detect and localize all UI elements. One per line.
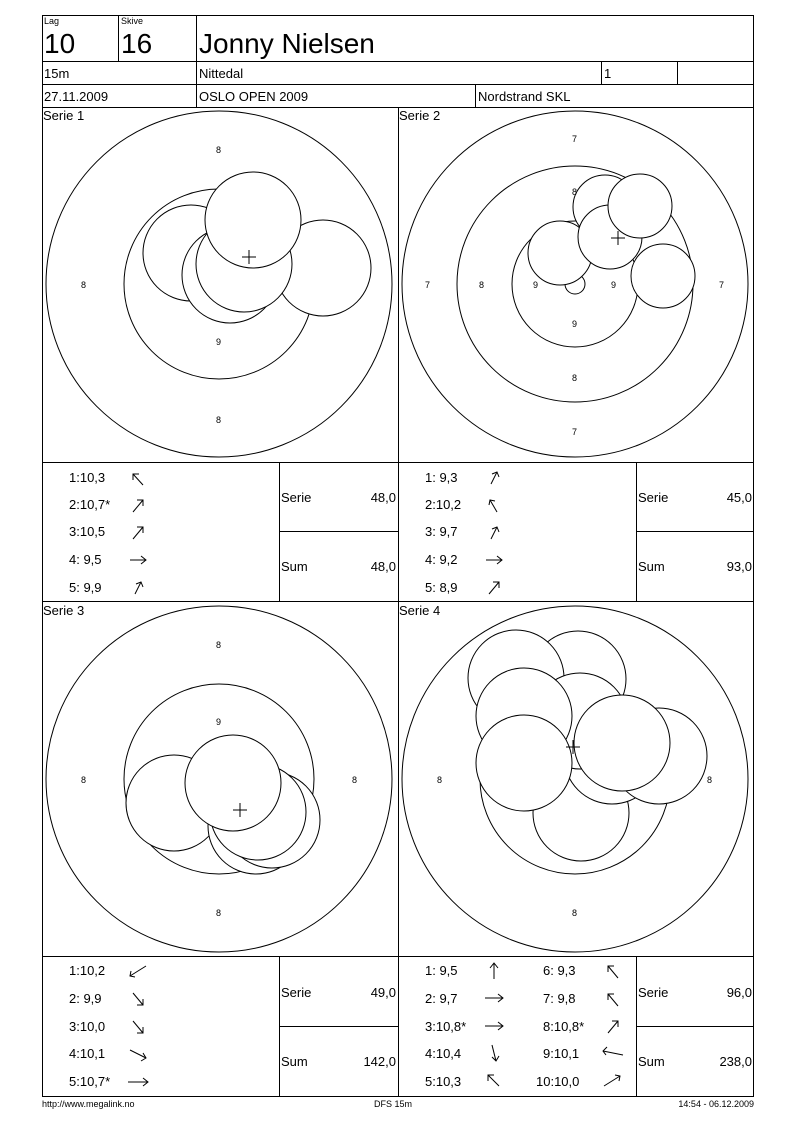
footer-url: http://www.megalink.no <box>42 1099 135 1109</box>
date: 27.11.2009 <box>44 89 109 104</box>
shot-score: 4: 9,5 <box>69 552 102 567</box>
shot-score: 9:10,1 <box>543 1046 580 1061</box>
serie-label: Serie <box>638 490 669 505</box>
ring-label: 9 <box>216 337 222 347</box>
serie-total: 96,0 <box>726 985 752 1000</box>
shot-score: 4: 9,2 <box>425 552 458 567</box>
serie-label: Serie <box>281 490 312 505</box>
shot-score: 8:10,8* <box>543 1019 585 1034</box>
venue: Nordstrand SKL <box>478 89 571 104</box>
sum-label: Sum <box>281 1054 308 1069</box>
up-left-arrow-icon <box>488 1075 499 1086</box>
ring-label: 8 <box>216 640 222 650</box>
footer-timestamp: 14:54 - 06.12.2009 <box>678 1099 754 1109</box>
right-arrow-icon <box>485 994 503 1002</box>
shot-score: 4:10,1 <box>69 1046 106 1061</box>
shooter-name: Jonny Nielsen <box>199 28 375 59</box>
ring-label: 8 <box>352 775 358 785</box>
shot-score: 5:10,7* <box>69 1074 111 1089</box>
serie-total: 45,0 <box>726 490 752 505</box>
shot-score: 3:10,0 <box>69 1019 106 1034</box>
shot-score: 5: 9,9 <box>69 580 102 595</box>
sum-label: Sum <box>281 559 308 574</box>
shot-score: 6: 9,3 <box>543 963 576 978</box>
ring-label: 8 <box>479 280 485 290</box>
sum-total: 93,0 <box>726 559 752 574</box>
class-value: 1 <box>604 66 612 81</box>
shot-score: 2:10,7* <box>69 497 111 512</box>
club: Nittedal <box>199 66 244 81</box>
shot-score: 1: 9,5 <box>425 963 458 978</box>
shot-score: 4:10,4 <box>425 1046 462 1061</box>
ring-label: 8 <box>81 280 87 290</box>
shot-score: 1:10,2 <box>69 963 106 978</box>
distance: 15m <box>44 66 70 81</box>
ring-label: 8 <box>437 775 443 785</box>
sum-total: 48,0 <box>370 559 396 574</box>
shot-score: 1: 9,3 <box>425 470 458 485</box>
shot-score: 3:10,8* <box>425 1019 467 1034</box>
ring-label: 7 <box>572 134 578 144</box>
up-right-arrow-icon <box>604 1075 620 1086</box>
left-arrow-icon <box>603 1047 623 1055</box>
shot-score: 2: 9,7 <box>425 991 458 1006</box>
ring-label: 8 <box>216 145 222 155</box>
ring-label: 7 <box>572 427 578 437</box>
ring-label: 8 <box>707 775 713 785</box>
sum-total: 142,0 <box>363 1054 396 1069</box>
ring-label: 9 <box>533 280 539 290</box>
serie-label: Serie <box>281 985 312 1000</box>
sum-label: Sum <box>638 1054 665 1069</box>
ring-label: 8 <box>81 775 87 785</box>
serie-total: 48,0 <box>370 490 396 505</box>
sum-label: Sum <box>638 559 665 574</box>
ring-label: 8 <box>572 373 578 383</box>
serie-4-title: Serie 4 <box>399 603 441 618</box>
shot-score: 10:10,0 <box>536 1074 580 1089</box>
up-left-arrow-icon <box>608 966 618 978</box>
ring-label: 8 <box>216 908 222 918</box>
sum-total: 238,0 <box>719 1054 752 1069</box>
ring-label: 9 <box>216 717 222 727</box>
serie-total: 49,0 <box>370 985 396 1000</box>
skive-label: Skive <box>121 16 144 26</box>
shot-score: 5:10,3 <box>425 1074 462 1089</box>
up-arrow-icon <box>490 963 498 979</box>
ring-label: 9 <box>611 280 617 290</box>
ring-label: 8 <box>216 415 222 425</box>
shot-score: 3: 9,7 <box>425 524 458 539</box>
serie-1-title: Serie 1 <box>43 108 85 123</box>
down-arrow-icon <box>492 1045 499 1061</box>
shot-score: 2:10,2 <box>425 497 462 512</box>
ring-label: 7 <box>719 280 725 290</box>
shot-score: 2: 9,9 <box>69 991 102 1006</box>
shot-score: 1:10,3 <box>69 470 106 485</box>
up-left-arrow-icon <box>608 994 618 1006</box>
skive-value: 16 <box>121 28 153 59</box>
shot-score: 5: 8,9 <box>425 580 458 595</box>
ring-label: 8 <box>572 187 578 197</box>
footer-program: DFS 15m <box>374 1099 413 1109</box>
ring-label: 8 <box>572 908 578 918</box>
lag-label: Lag <box>44 16 60 26</box>
shot-score: 7: 9,8 <box>543 991 576 1006</box>
ring-label: 7 <box>425 280 431 290</box>
lag-value: 10 <box>44 28 76 59</box>
event-name: OSLO OPEN 2009 <box>199 89 309 104</box>
up-right-arrow-icon <box>608 1021 618 1033</box>
ring-label: 9 <box>572 319 578 329</box>
serie-3-title: Serie 3 <box>43 603 85 618</box>
serie-2-title: Serie 2 <box>399 108 441 123</box>
right-arrow-icon <box>485 1022 503 1030</box>
shot-score: 3:10,5 <box>69 524 106 539</box>
serie-label: Serie <box>638 985 669 1000</box>
